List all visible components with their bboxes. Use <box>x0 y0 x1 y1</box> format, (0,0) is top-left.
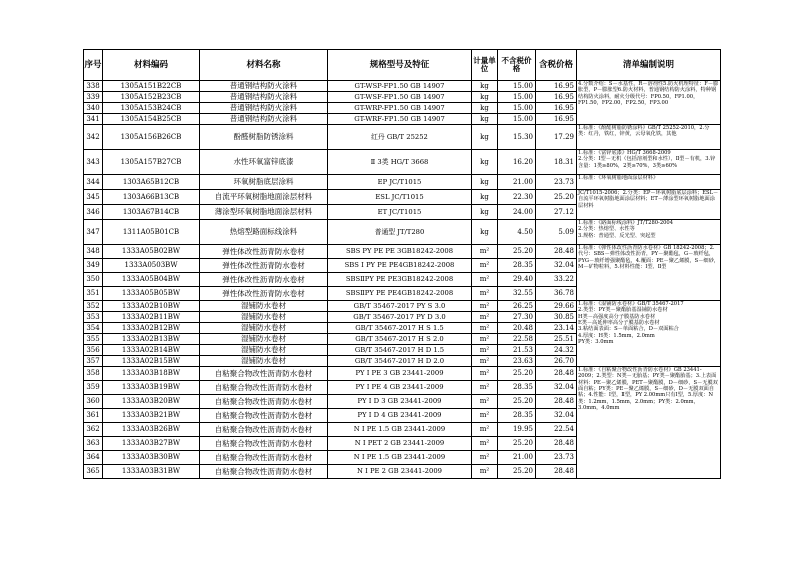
cell-unit: kg <box>472 125 498 150</box>
cell-price-in-tax: 16.95 <box>536 114 577 125</box>
cell-code: 1333A0503BW <box>103 259 200 273</box>
cell-code: 1303A67B14CB <box>103 205 200 220</box>
cell-seq: 362 <box>84 423 103 437</box>
cell-spec: SBSⅡPY PE PE4GB18242-2008 <box>328 287 472 301</box>
cell-seq: 340 <box>84 103 103 114</box>
note-line: H类－高强度高分子膜基防水卷材 <box>578 313 656 320</box>
cell-unit: m² <box>472 245 498 259</box>
cell-spec: 红丹 GB/T 25252 <box>328 125 472 150</box>
cell-code: 1333A05B04BW <box>103 273 200 287</box>
cell-price-ex-tax: 28.35 <box>498 259 536 273</box>
cell-code: 1333A03B26BW <box>103 423 200 437</box>
cell-name: 湿铺防水卷材 <box>200 345 328 356</box>
cell-seq: 342 <box>84 125 103 150</box>
cell-code: 1333A05B02BW <box>103 245 200 259</box>
cell-seq: 361 <box>84 409 103 423</box>
cell-code: 1305A151B22CB <box>103 81 200 92</box>
header-row <box>84 50 721 81</box>
cell-unit: m² <box>472 409 498 423</box>
cell-price-ex-tax: 21.53 <box>498 345 536 356</box>
cell-spec: PY I PE 3 GB 23441-2009 <box>328 367 472 381</box>
cell-notes <box>577 301 721 367</box>
cell-price-ex-tax: 15.30 <box>498 125 536 150</box>
cell-name: 普通钢结构防火涂料 <box>200 92 328 103</box>
cell-code: 1303A65B12CB <box>103 175 200 190</box>
cell-code: 1333A03B21BW <box>103 409 200 423</box>
cell-notes <box>577 125 721 150</box>
note-line: 4.厚度：H类：1.5mm，2.0mm <box>578 332 655 339</box>
cell-seq: 350 <box>84 273 103 287</box>
header-unit: 计量单位 <box>472 50 498 81</box>
cell-name: 水性环氧富锌底漆 <box>200 150 328 175</box>
cell-spec: PY I D 4 GB 23441-2009 <box>328 409 472 423</box>
cell-unit: m² <box>472 323 498 334</box>
cell-spec: GB/T 35467-2017 PY D 3.0 <box>328 312 472 323</box>
cell-code: 1333A03B20BW <box>103 395 200 409</box>
cell-spec: GB/T 35467-2017 H S 1.5 <box>328 323 472 334</box>
table-row <box>84 125 721 150</box>
cell-code: 1333A03B18BW <box>103 367 200 381</box>
cell-unit: kg <box>472 175 498 190</box>
cell-name: 普通钢结构防火涂料 <box>200 81 328 92</box>
cell-spec: ET JC/T1015 <box>328 205 472 220</box>
note-line: 4.分数介绍：S－水基性，R－溶剂性5.防火机理特征：F－膨胀型，P－膨胀型6.防火材料，普通钢结构防火涂料，特种钢结构防火涂料，耐火分级代号：FP0.50，FP1.00，FP1.50，FP2.00，FP2.50，FP3.00 <box>578 81 719 107</box>
cell-price-in-tax: 24.32 <box>536 345 577 356</box>
cell-price-ex-tax: 15.00 <box>498 81 536 92</box>
cell-code: 1305A152B23CB <box>103 92 200 103</box>
cell-code: 1333A05B05BW <box>103 287 200 301</box>
cell-price-in-tax: 23.73 <box>536 451 577 465</box>
cell-seq: 353 <box>84 312 103 323</box>
cell-name: 薄涂型环氧树脂地面涂层材料 <box>200 205 328 220</box>
cell-price-ex-tax: 20.48 <box>498 323 536 334</box>
cell-seq: 351 <box>84 287 103 301</box>
cell-spec: GT-WRP-FP1.50 GB 14907 <box>328 103 472 114</box>
cell-seq: 346 <box>84 205 103 220</box>
note-line: JC/T1015-2006；2.分类：EP－环氧树脂底层涂料；ESL－自流平环氧树脂地面涂层材料；ET－薄涂型环氧树脂地面涂层材料 <box>578 190 719 209</box>
cell-price-ex-tax: 22.30 <box>498 190 536 205</box>
cell-price-in-tax: 32.04 <box>536 259 577 273</box>
cell-unit: m² <box>472 273 498 287</box>
table-row <box>84 301 721 312</box>
header-spec: 规格型号及特征 <box>328 50 472 81</box>
cell-price-in-tax: 28.48 <box>536 367 577 381</box>
cell-unit: kg <box>472 81 498 92</box>
cell-notes <box>577 175 721 190</box>
cell-unit: kg <box>472 190 498 205</box>
cell-spec: 普通型 JT/T280 <box>328 220 472 245</box>
cell-name: 自粘聚合物改性沥青防水卷材 <box>200 423 328 437</box>
cell-code: 1333A03B30BW <box>103 451 200 465</box>
cell-code: 1311A05B01CB <box>103 220 200 245</box>
cell-price-ex-tax: 21.00 <box>498 451 536 465</box>
cell-code: 1333A02B14BW <box>103 345 200 356</box>
cell-spec: N I PE 2 GB 23441-2009 <box>328 465 472 479</box>
cell-price-in-tax: 26.70 <box>536 356 577 367</box>
cell-price-ex-tax: 25.20 <box>498 437 536 451</box>
cell-code: 1333A03B27BW <box>103 437 200 451</box>
cell-price-ex-tax: 22.58 <box>498 334 536 345</box>
cell-name: 自粘聚合物改性沥青防水卷材 <box>200 437 328 451</box>
cell-price-in-tax: 5.09 <box>536 220 577 245</box>
header-seq: 序号 <box>84 50 103 81</box>
cell-price-ex-tax: 21.00 <box>498 175 536 190</box>
cell-price-in-tax: 32.04 <box>536 381 577 395</box>
cell-code: 1333A03B31BW <box>103 465 200 479</box>
cell-name: 湿铺防水卷材 <box>200 312 328 323</box>
cell-spec: EP JC/T1015 <box>328 175 472 190</box>
cell-seq: 343 <box>84 150 103 175</box>
note-line: 1.标准：《酚醛树脂防锈涂料》GB/T 25252-2010，2.分类：红丹，铁红，锌黄，云母氧化铁，其他 <box>578 125 710 138</box>
cell-spec: ESL JC/T1015 <box>328 190 472 205</box>
cell-unit: m² <box>472 395 498 409</box>
cell-seq: 363 <box>84 437 103 451</box>
cell-spec: GB/T 35467-2017 H D 1.5 <box>328 345 472 356</box>
cell-unit: kg <box>472 220 498 245</box>
note-line: 1.标准：《弹性体改性沥青防水卷材》GB 18242-2008；2.代号：SBS－弹性体改性沥青，PY－聚酯毡，G－玻纤毡，PYG－玻纤增强聚酯毡，4.覆面：PE－聚乙烯膜，S－细砂，M－矿物粒料，5.材料性能：Ⅰ型、Ⅱ型 <box>578 245 719 271</box>
cell-name: 酚醛树脂防锈涂料 <box>200 125 328 150</box>
cell-code: 1333A02B11BW <box>103 312 200 323</box>
cell-name: 湿铺防水卷材 <box>200 301 328 312</box>
cell-notes <box>577 190 721 220</box>
cell-seq: 357 <box>84 356 103 367</box>
cell-notes <box>577 220 721 245</box>
cell-price-ex-tax: 29.40 <box>498 273 536 287</box>
cell-price-in-tax: 16.95 <box>536 103 577 114</box>
cell-name: 弹性体改性沥青防水卷材 <box>200 287 328 301</box>
cell-name: 普通钢结构防火涂料 <box>200 114 328 125</box>
cell-price-in-tax: 27.12 <box>536 205 577 220</box>
table-row <box>84 245 721 259</box>
cell-price-ex-tax: 25.20 <box>498 395 536 409</box>
cell-seq: 349 <box>84 259 103 273</box>
cell-price-ex-tax: 28.35 <box>498 381 536 395</box>
cell-spec: N I PE 1.5 GB 23441-2009 <box>328 451 472 465</box>
cell-seq: 338 <box>84 81 103 92</box>
cell-price-in-tax: 30.85 <box>536 312 577 323</box>
cell-price-in-tax: 28.48 <box>536 245 577 259</box>
cell-spec: GT-WSF-FP1.50 GB 14907 <box>328 92 472 103</box>
cell-code: 1333A02B15BW <box>103 356 200 367</box>
cell-unit: kg <box>472 150 498 175</box>
cell-code: 1305A156B26CB <box>103 125 200 150</box>
cell-name: 自粘聚合物改性沥青防水卷材 <box>200 465 328 479</box>
cell-code: 1303A66B13CB <box>103 190 200 205</box>
cell-unit: kg <box>472 114 498 125</box>
cell-price-ex-tax: 24.00 <box>498 205 536 220</box>
header-notes: 清单编制说明 <box>577 50 721 81</box>
cell-price-ex-tax: 16.20 <box>498 150 536 175</box>
cell-notes <box>577 150 721 175</box>
cell-unit: m² <box>472 259 498 273</box>
cell-seq: 341 <box>84 114 103 125</box>
cell-unit: m² <box>472 367 498 381</box>
cell-seq: 358 <box>84 367 103 381</box>
cell-price-in-tax: 32.04 <box>536 409 577 423</box>
cell-spec: GB/T 35467-2017 H S 2.0 <box>328 334 472 345</box>
cell-price-ex-tax: 15.00 <box>498 103 536 114</box>
cell-spec: PY I PE 4 GB 23441-2009 <box>328 381 472 395</box>
cell-code: 1333A03B19BW <box>103 381 200 395</box>
cell-spec: N I PET 2 GB 23441-2009 <box>328 437 472 451</box>
cell-price-in-tax: 16.95 <box>536 92 577 103</box>
note-line: 2.类型：PY类－聚酯胎基湿铺防水卷材 <box>578 307 668 314</box>
cell-unit: m² <box>472 423 498 437</box>
cell-name: 自粘聚合物改性沥青防水卷材 <box>200 381 328 395</box>
cell-unit: m² <box>472 381 498 395</box>
note-line: 3.规格：普通型、反光型、突起型 <box>578 232 656 239</box>
cell-unit: m² <box>472 334 498 345</box>
cell-spec: GB/T 35467-2017 PY S 3.0 <box>328 301 472 312</box>
cell-seq: 352 <box>84 301 103 312</box>
table-row <box>84 367 721 381</box>
cell-name: 弹性体改性沥青防水卷材 <box>200 245 328 259</box>
table-row <box>84 150 721 175</box>
cell-seq: 347 <box>84 220 103 245</box>
cell-name: 湿铺防水卷材 <box>200 323 328 334</box>
header-price-in-tax: 含税价格 <box>536 50 577 81</box>
cell-unit: m² <box>472 451 498 465</box>
cell-spec: SBSⅡPY PE PE3GB18242-2008 <box>328 273 472 287</box>
cell-spec: GT-WRF-FP1.50 GB 14907 <box>328 114 472 125</box>
cell-name: 湿铺防水卷材 <box>200 334 328 345</box>
note-line: 2.分类：热熔型、水性等 <box>578 226 635 233</box>
note-line: 3.粘结面表面：S－单面粘合，D－双面粘合 <box>578 326 679 333</box>
cell-unit: m² <box>472 356 498 367</box>
cell-price-ex-tax: 4.50 <box>498 220 536 245</box>
cell-price-ex-tax: 15.00 <box>498 114 536 125</box>
cell-price-in-tax: 25.20 <box>536 190 577 205</box>
table-row <box>84 175 721 190</box>
header-price-ex-tax: 不含税价 格 <box>498 50 536 81</box>
cell-code: 1333A02B12BW <box>103 323 200 334</box>
note-line: PY类：3.0mm <box>578 339 614 346</box>
note-line: 1.标准：《环氧树脂地面涂层材料》 <box>578 175 659 181</box>
cell-code: 1333A02B10BW <box>103 301 200 312</box>
cell-name: 自粘聚合物改性沥青防水卷材 <box>200 367 328 381</box>
cell-unit: kg <box>472 92 498 103</box>
cell-unit: kg <box>472 103 498 114</box>
cell-name: 自流平环氧树脂地面涂层材料 <box>200 190 328 205</box>
note-line: 2.分类：Ⅰ型－无机（包括溶剂型和水性），Ⅱ型－有机，3.锌含量：1类≥80%，2类≥70%，3类≥60% <box>578 156 716 169</box>
note-line: 1.标准：《湿铺防水卷材》GB/T 35467-2017 <box>578 301 684 307</box>
cell-price-in-tax: 36.78 <box>536 287 577 301</box>
cell-price-in-tax: 22.54 <box>536 423 577 437</box>
table-body <box>84 81 721 479</box>
cell-seq: 355 <box>84 334 103 345</box>
cell-name: 湿铺防水卷材 <box>200 356 328 367</box>
cell-price-ex-tax: 28.35 <box>498 409 536 423</box>
cell-code: 1305A154B25CB <box>103 114 200 125</box>
cell-unit: m² <box>472 437 498 451</box>
cell-seq: 354 <box>84 323 103 334</box>
cell-price-in-tax: 28.48 <box>536 395 577 409</box>
header-name: 材料名称 <box>200 50 328 81</box>
cell-spec: PY I D 3 GB 23441-2009 <box>328 395 472 409</box>
cell-seq: 345 <box>84 190 103 205</box>
cell-price-ex-tax: 25.20 <box>498 245 536 259</box>
cell-name: 自粘聚合物改性沥青防水卷材 <box>200 451 328 465</box>
cell-spec: GT-WSP-FP1.50 GB 14907 <box>328 81 472 92</box>
cell-price-in-tax: 23.14 <box>536 323 577 334</box>
cell-seq: 339 <box>84 92 103 103</box>
cell-name: 环氧树脂底层涂料 <box>200 175 328 190</box>
note-line: 1.标准：《富锌底漆》HG/T 3668-2009 <box>578 150 671 156</box>
cell-price-ex-tax: 23.63 <box>498 356 536 367</box>
cell-name: 弹性体改性沥青防水卷材 <box>200 259 328 273</box>
cell-name: 自粘聚合物改性沥青防水卷材 <box>200 409 328 423</box>
cell-name: 自粘聚合物改性沥青防水卷材 <box>200 395 328 409</box>
cell-spec: SBS PY PE PE 3GB18242-2008 <box>328 245 472 259</box>
cell-price-ex-tax: 32.55 <box>498 287 536 301</box>
cell-price-in-tax: 23.73 <box>536 175 577 190</box>
cell-seq: 348 <box>84 245 103 259</box>
cell-price-in-tax: 18.31 <box>536 150 577 175</box>
cell-price-in-tax: 33.22 <box>536 273 577 287</box>
cell-price-ex-tax: 25.20 <box>498 465 536 479</box>
cell-code: 1333A02B13BW <box>103 334 200 345</box>
cell-seq: 360 <box>84 395 103 409</box>
note-line: E类－高延伸率高分子膜基防水卷材 <box>578 320 660 327</box>
cell-spec: GB/T 35467-2017 H D 2.0 <box>328 356 472 367</box>
cell-seq: 356 <box>84 345 103 356</box>
cell-unit: m² <box>472 465 498 479</box>
cell-code: 1305A153B24CB <box>103 103 200 114</box>
cell-notes <box>577 81 721 125</box>
cell-price-ex-tax: 15.00 <box>498 92 536 103</box>
note-line: 1.标准：《路面标线涂料》JT/T280-2004 <box>578 220 674 226</box>
cell-price-ex-tax: 26.25 <box>498 301 536 312</box>
cell-price-in-tax: 17.29 <box>536 125 577 150</box>
cell-price-in-tax: 16.95 <box>536 81 577 92</box>
cell-seq: 344 <box>84 175 103 190</box>
cell-spec: N I PE 1.5 GB 23441-2009 <box>328 423 472 437</box>
cell-seq: 359 <box>84 381 103 395</box>
table-row <box>84 190 721 205</box>
cell-price-ex-tax: 19.95 <box>498 423 536 437</box>
cell-name: 热熔型路面标线涂料 <box>200 220 328 245</box>
cell-unit: m² <box>472 312 498 323</box>
cell-notes <box>577 367 721 479</box>
cell-seq: 365 <box>84 465 103 479</box>
cell-price-in-tax: 25.51 <box>536 334 577 345</box>
cell-seq: 364 <box>84 451 103 465</box>
cell-spec: SBS I PY PE PE4GB18242-2008 <box>328 259 472 273</box>
cell-name: 弹性体改性沥青防水卷材 <box>200 273 328 287</box>
cell-unit: m² <box>472 301 498 312</box>
cell-name: 普通钢结构防火涂料 <box>200 103 328 114</box>
header-code: 材料编码 <box>103 50 200 81</box>
table-row <box>84 81 721 92</box>
cell-spec: Ⅱ 3类 HG/T 3668 <box>328 150 472 175</box>
cell-code: 1305A157B27CB <box>103 150 200 175</box>
cell-price-in-tax: 28.48 <box>536 437 577 451</box>
cell-unit: kg <box>472 205 498 220</box>
cell-unit: m² <box>472 345 498 356</box>
cell-price-in-tax: 29.66 <box>536 301 577 312</box>
cell-price-ex-tax: 25.20 <box>498 367 536 381</box>
table-row <box>84 220 721 245</box>
cell-price-ex-tax: 27.30 <box>498 312 536 323</box>
note-line: 1.标准：《自粘聚合物改性沥青防水卷材》GB 23441-2009；2.类型：N类－无胎基；PY类－聚酯胎基；3.上表面材料：PE－聚乙烯膜，PET－聚酯膜，D－细砂，S－无膜双面自粘；PY类：PE－聚乙烯膜，S－细砂，D－无膜双面自粘；4.性能：Ⅰ型，Ⅱ型，PY 2.00mm只有Ⅰ型，5.厚度：N类：1.2mm，1.5mm，2.0mm；PY类：2.0mm，3.0mm，4.0mm <box>578 367 718 412</box>
cell-notes <box>577 245 721 301</box>
material-price-table <box>83 49 721 479</box>
cell-price-in-tax: 28.48 <box>536 465 577 479</box>
cell-unit: m² <box>472 287 498 301</box>
